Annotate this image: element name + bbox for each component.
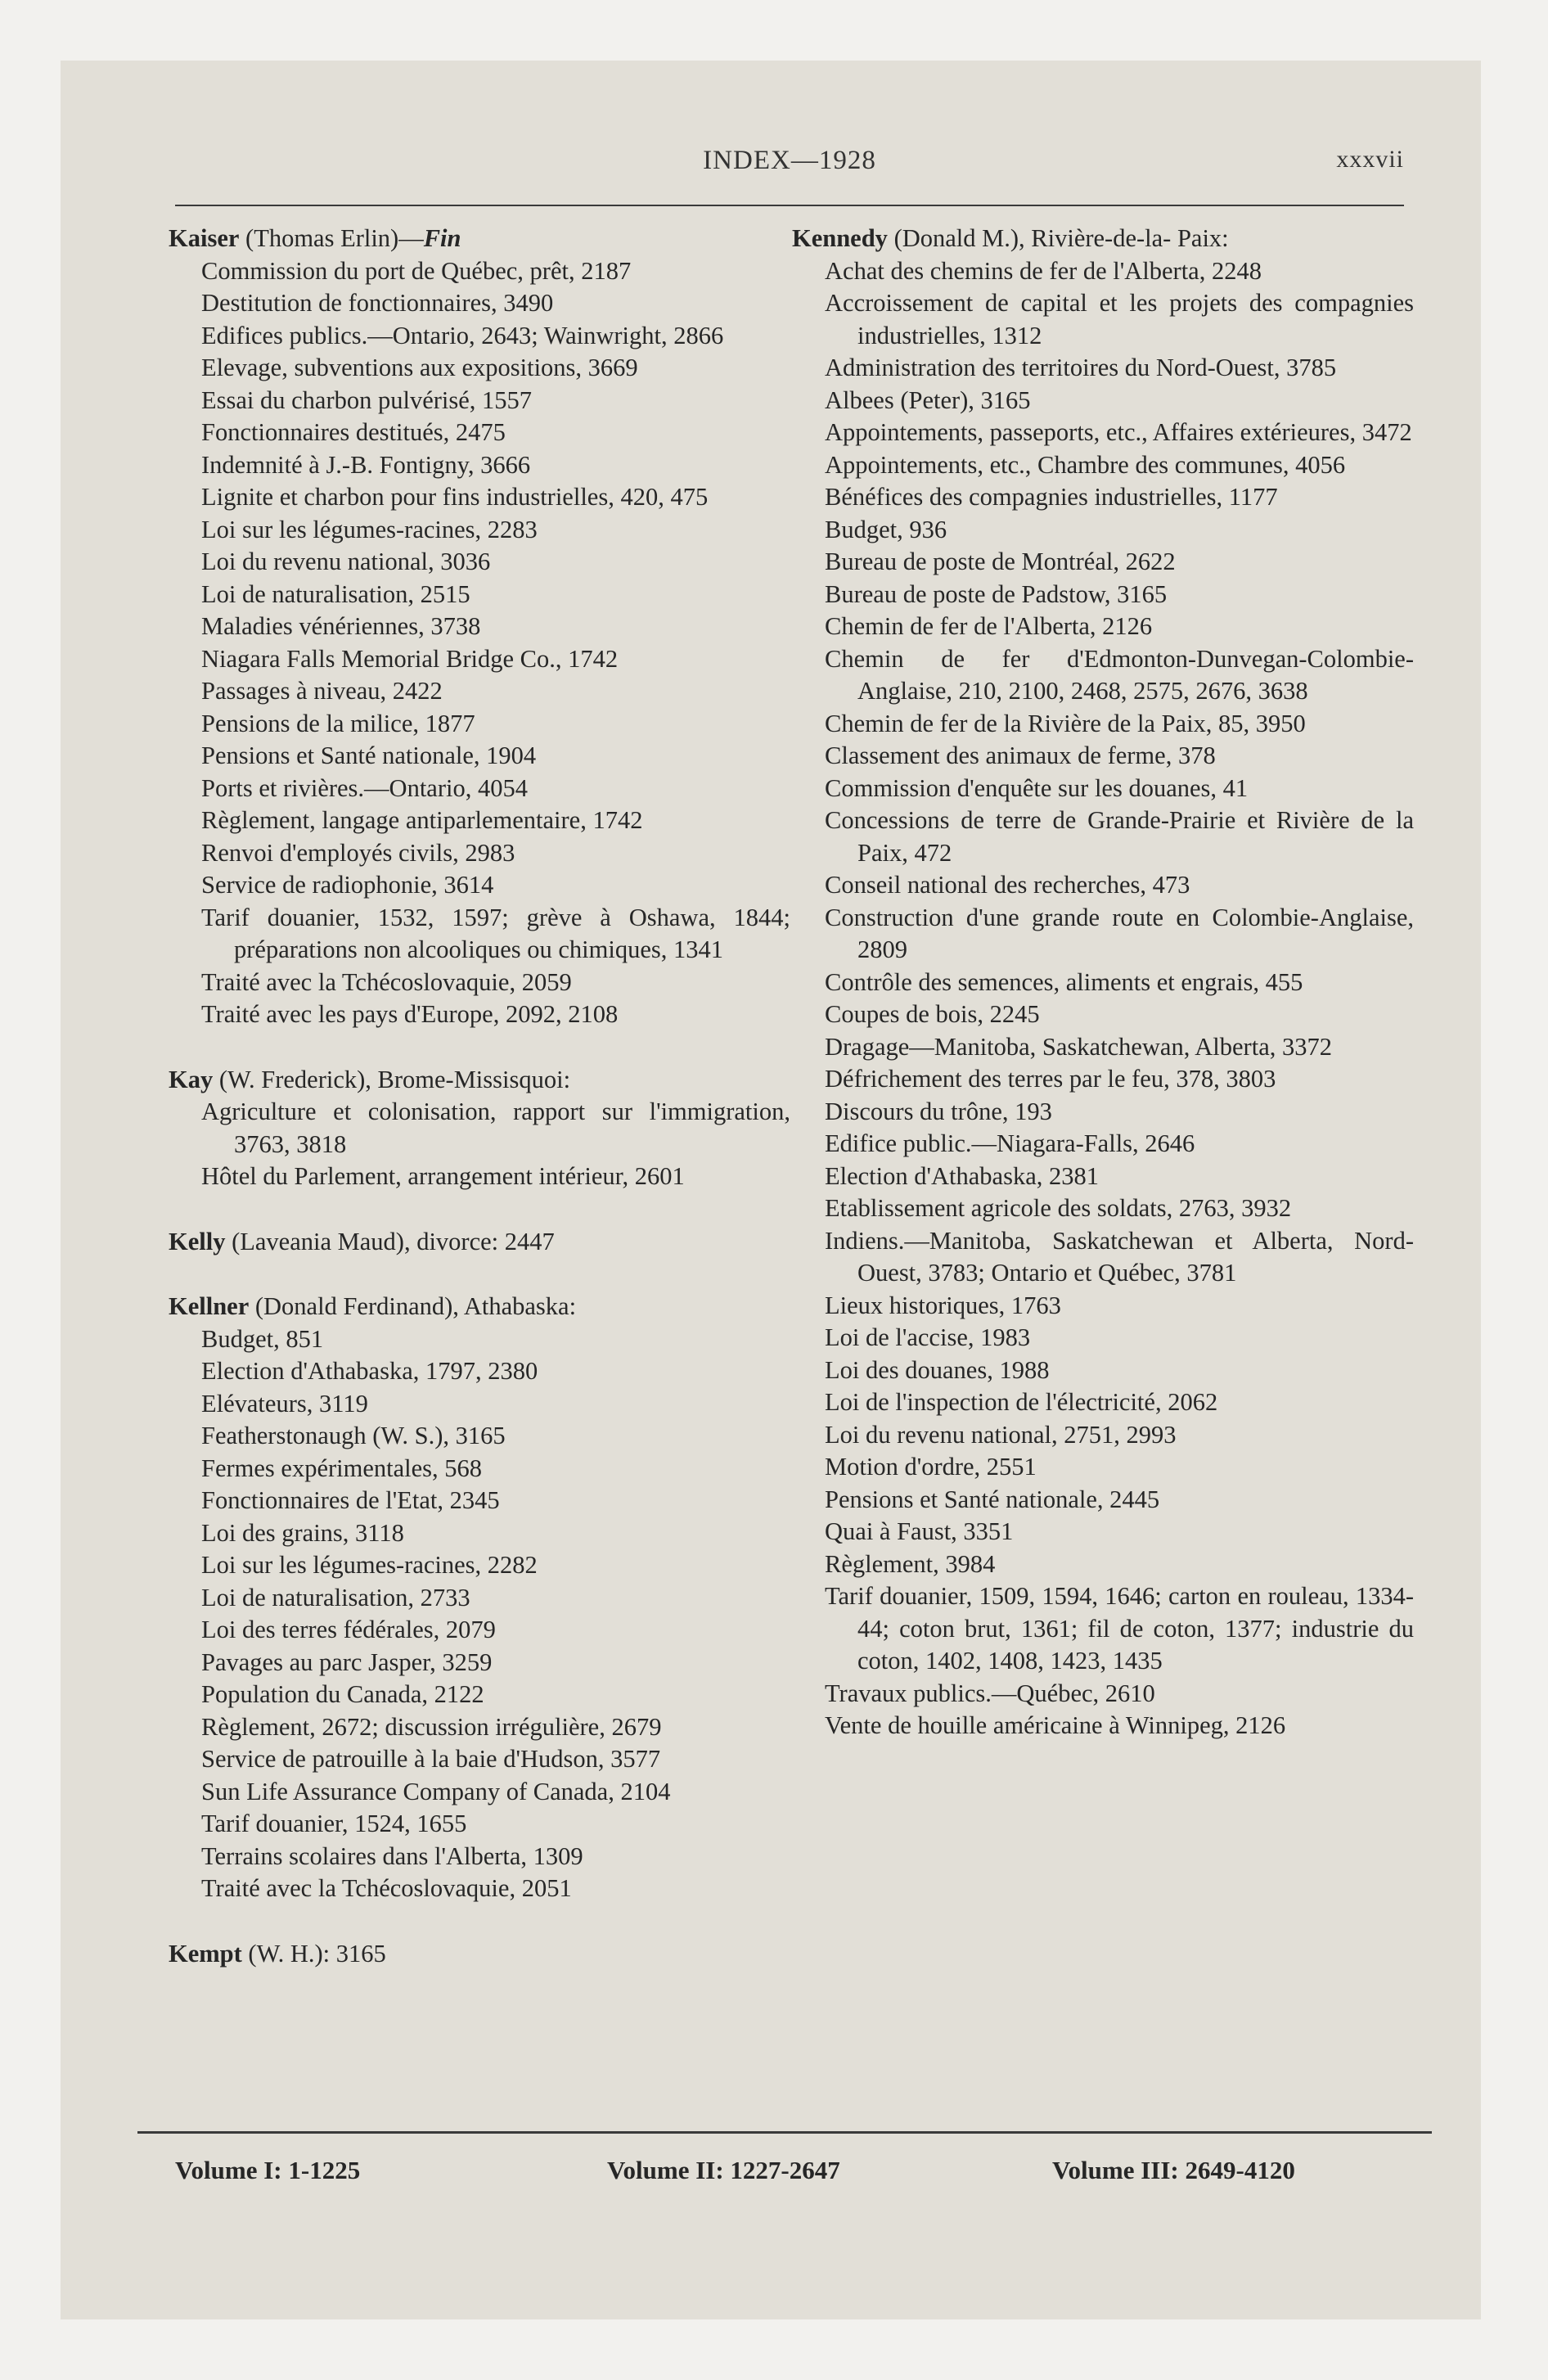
- index-subentry: Ports et rivières.—Ontario, 4054: [201, 773, 528, 802]
- index-subentry: Conseil national des recherches, 473: [825, 871, 1190, 899]
- member-name: Kennedy: [792, 224, 888, 252]
- index-subentry: Etablissement agricole des soldats, 2763, 3932: [825, 1194, 1292, 1222]
- index-subentry: Indiens.—Manitoba, Saskatchewan et Alberta, Nord-Ouest, 3783; Ontario et Québec, 3781: [825, 1226, 1414, 1287]
- index-subentry: Elévateurs, 3119: [201, 1389, 368, 1418]
- member-name: Kelly: [169, 1227, 226, 1255]
- index-subentry: Loi du revenu national, 2751, 2993: [825, 1420, 1177, 1449]
- index-subentry: Edifice public.—Niagara-Falls, 2646: [825, 1129, 1195, 1157]
- header-rule: [175, 205, 1404, 206]
- index-subentry: Traité avec la Tchécoslovaquie, 2051: [201, 1874, 572, 1902]
- index-subentry: Loi du revenu national, 3036: [201, 548, 491, 575]
- index-subentry: Règlement, 3984: [825, 1549, 996, 1578]
- index-subentry: Pavages au parc Jasper, 3259: [201, 1648, 493, 1676]
- index-subentry: Loi des douanes, 1988: [825, 1355, 1050, 1384]
- index-entry: [169, 223, 790, 1031]
- entry-heading: [169, 1226, 790, 1259]
- member-name: Kellner: [169, 1292, 250, 1320]
- index-subentry: Administration des territoires du Nord-Ouest, 3785: [825, 354, 1337, 381]
- index-entry: [169, 1291, 790, 1905]
- index-subentry: Passages à niveau, 2422: [201, 677, 443, 705]
- index-subentry: Lignite et charbon pour fins industrielles, 420, 475: [201, 483, 709, 511]
- index-entry: [169, 1226, 790, 1259]
- index-subentry: Discours du trône, 193: [825, 1097, 1052, 1125]
- page-header: [175, 146, 1404, 187]
- member-details: (Thomas Erlin)—: [239, 224, 424, 252]
- index-subentry: Loi de l'inspection de l'électricité, 2062: [825, 1388, 1218, 1416]
- index-subentry: Albees (Peter), 3165: [825, 385, 1031, 414]
- index-subentry: Fermes expérimentales, 568: [201, 1454, 483, 1482]
- index-subentry: Accroissement de capital et les projets des compagnies industrielles, 1312: [825, 289, 1414, 349]
- index-subentry: Elevage, subventions aux expositions, 3669: [201, 354, 638, 381]
- index-subentry: Chemin de fer d'Edmonton-Dunvegan-Colombie-Anglaise, 210, 2100, 2468, 2575, 2676, 3638: [825, 644, 1414, 705]
- member-details: (Donald M.), Rivière-de-la- Paix:: [887, 224, 1229, 252]
- index-subentry: Concessions de terre de Grande-Prairie et Rivière de la Paix, 472: [825, 806, 1414, 867]
- member-name: Kaiser: [169, 224, 240, 252]
- index-subentry: Population du Canada, 2122: [201, 1680, 484, 1708]
- index-subentry: Hôtel du Parlement, arrangement intérieur, 2601: [201, 1162, 685, 1190]
- index-subentry: Bureau de poste de Padstow, 3165: [825, 579, 1168, 608]
- index-subentry: Commission d'enquête sur les douanes, 41: [825, 773, 1249, 802]
- index-subentry: Destitution de fonctionnaires, 3490: [201, 289, 554, 317]
- index-subentry: Chemin de fer de l'Alberta, 2126: [825, 612, 1153, 640]
- index-subentry: Loi sur les légumes-racines, 2282: [201, 1551, 538, 1579]
- index-subentry: Fonctionnaires de l'Etat, 2345: [201, 1486, 500, 1514]
- index-subentry: Contrôle des semences, aliments et engrais, 455: [825, 967, 1303, 996]
- volume-3-range: Volume III: 2649-4120: [1052, 2156, 1295, 2184]
- entry-heading: [792, 223, 1414, 255]
- index-subentry: Featherstonaugh (W. S.), 3165: [201, 1422, 506, 1449]
- index-subentry: Classement des animaux de ferme, 378: [825, 741, 1216, 769]
- entry-heading: [169, 223, 790, 255]
- index-subentry: Loi de naturalisation, 2515: [201, 579, 470, 608]
- index-subentry: Quai à Faust, 3351: [825, 1517, 1014, 1545]
- index-subentry: Loi des terres fédérales, 2079: [201, 1616, 496, 1643]
- index-subentry: Coupes de bois, 2245: [825, 1000, 1040, 1028]
- index-subentry: Sun Life Assurance Company of Canada, 2104: [201, 1777, 671, 1805]
- index-subentry: Agriculture et colonisation, rapport sur l'immigration, 3763, 3818: [201, 1098, 790, 1158]
- index-subentry: Service de patrouille à la baie d'Hudson, 3577: [201, 1745, 661, 1773]
- entry-heading: [169, 1938, 790, 1971]
- index-subentry: Maladies vénériennes, 3738: [201, 612, 481, 640]
- index-subentry: Dragage—Manitoba, Saskatchewan, Alberta, 3372: [825, 1032, 1332, 1061]
- index-subentry: Election d'Athabaska, 2381: [825, 1161, 1099, 1190]
- index-subentry: Défrichement des terres par le feu, 378, 3803: [825, 1065, 1276, 1093]
- index-subentry: Lieux historiques, 1763: [825, 1291, 1061, 1319]
- index-subentry: Indemnité à J.-B. Fontigny, 3666: [201, 450, 531, 479]
- index-subentry: Niagara Falls Memorial Bridge Co., 1742: [201, 644, 619, 673]
- index-subentry: Terrains scolaires dans l'Alberta, 1309: [201, 1841, 583, 1870]
- index-subentry: Election d'Athabaska, 1797, 2380: [201, 1357, 538, 1385]
- index-subentry: Pensions et Santé nationale, 2445: [825, 1485, 1160, 1513]
- index-subentry: Vente de houille américaine à Winnipeg, 2126: [825, 1711, 1286, 1739]
- continuation-end-marker: Fin: [423, 224, 461, 252]
- index-subentry: Loi de l'accise, 1983: [825, 1323, 1031, 1351]
- index-subentry: Règlement, 2672; discussion irrégulière, 2679: [201, 1712, 662, 1741]
- index-subentry: Règlement, langage antiparlementaire, 1742: [201, 806, 643, 834]
- member-details: (Donald Ferdinand), Athabaska:: [249, 1292, 577, 1320]
- index-subentry: Bénéfices des compagnies industrielles, 1177: [825, 483, 1278, 511]
- index-subentry: Motion d'ordre, 2551: [825, 1453, 1037, 1481]
- index-page: [61, 61, 1481, 2319]
- index-subentry: Pensions et Santé nationale, 1904: [201, 741, 537, 769]
- volume-1-range: Volume I: 1-1225: [175, 2156, 361, 2184]
- index-subentry: Loi sur les légumes-racines, 2283: [201, 515, 538, 543]
- page-number: xxxvii: [1336, 146, 1404, 173]
- index-subentry: Tarif douanier, 1532, 1597; grève à Oshawa, 1844; préparations non alcooliques ou chimiques, 1341: [201, 903, 790, 963]
- index-entry: [792, 223, 1414, 1742]
- index-subentry: Loi de naturalisation, 2733: [201, 1583, 470, 1611]
- index-subentry: Tarif douanier, 1509, 1594, 1646; carton en rouleau, 1334-44; coton brut, 1361; fil de coton, 1377; industrie du coton, 1402, 1408, 1423, 1435: [825, 1582, 1414, 1675]
- member-details: (W. Frederick), Brome-Missisquoi:: [213, 1065, 571, 1093]
- volume-2-range: Volume II: 1227-2647: [607, 2156, 840, 2184]
- index-subentry: Loi des grains, 3118: [201, 1518, 404, 1547]
- index-subentry: Travaux publics.—Québec, 2610: [825, 1679, 1155, 1707]
- index-subentry: Service de radiophonie, 3614: [201, 871, 494, 899]
- volume-footer: [175, 2156, 1404, 2197]
- index-subentry: Commission du port de Québec, prêt, 2187: [201, 256, 632, 285]
- index-subentry: Traité avec les pays d'Europe, 2092, 2108: [201, 1000, 619, 1028]
- index-subentry: Fonctionnaires destitués, 2475: [201, 418, 506, 446]
- index-subentry: Pensions de la milice, 1877: [201, 709, 475, 737]
- right-column: [792, 223, 1414, 1742]
- index-subentry: Chemin de fer de la Rivière de la Paix, 85, 3950: [825, 709, 1306, 737]
- index-subentry: Budget, 936: [825, 515, 947, 543]
- member-name: Kempt: [169, 1939, 242, 1968]
- left-column: [169, 223, 790, 1970]
- index-subentry: Traité avec la Tchécoslovaquie, 2059: [201, 967, 572, 996]
- entry-heading: [169, 1064, 790, 1097]
- index-subentry: Edifices publics.—Ontario, 2643; Wainwright, 2866: [201, 321, 724, 349]
- index-subentry: Bureau de poste de Montréal, 2622: [825, 548, 1176, 575]
- footer-rule: [137, 2131, 1432, 2134]
- index-subentry: Appointements, etc., Chambre des communes, 4056: [825, 450, 1346, 479]
- index-subentry: Tarif douanier, 1524, 1655: [201, 1810, 467, 1837]
- member-name: Kay: [169, 1065, 214, 1093]
- entry-heading: [169, 1291, 790, 1323]
- index-subentry: Budget, 851: [201, 1324, 324, 1353]
- page-title: INDEX—1928: [703, 146, 876, 175]
- index-subentry: Achat des chemins de fer de l'Alberta, 2248: [825, 256, 1262, 285]
- member-details: (W. H.): 3165: [241, 1939, 386, 1968]
- index-subentry: Essai du charbon pulvérisé, 1557: [201, 385, 533, 414]
- index-entry: [169, 1064, 790, 1193]
- index-entry: [169, 1938, 790, 1971]
- index-subentry: Construction d'une grande route en Colombie-Anglaise, 2809: [825, 903, 1414, 963]
- index-subentry: Appointements, passeports, etc., Affaires extérieures, 3472: [825, 418, 1412, 446]
- member-details: (Laveania Maud), divorce: 2447: [225, 1227, 555, 1255]
- index-subentry: Renvoi d'employés civils, 2983: [201, 838, 515, 867]
